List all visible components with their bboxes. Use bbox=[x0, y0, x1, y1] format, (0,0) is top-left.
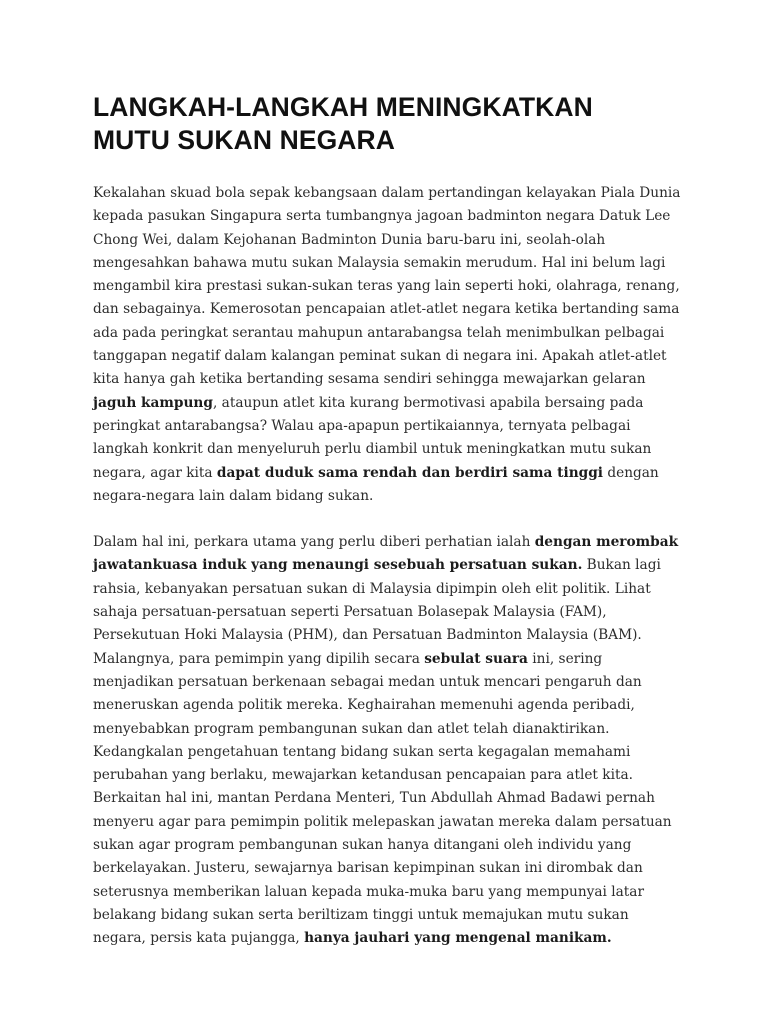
paragraph-2-text-b: Bukan lagi rahsia, kebanyakan persatuan sukan di Malaysia dipimpin oleh elit politik. Lihat sahaja persatuan-persatuan seperti Persatuan Bolasepak Malaysia (FAM), Persekutuan Hoki Malaysia (PHM), dan Persatuan Badminton Malaysia (BAM). Malangnya, para pemimpin yang dipilih secara bbox=[93, 557, 661, 667]
paragraph-1-text-c: dengan negara-negara lain dalam bidang sukan. bbox=[93, 464, 659, 504]
paragraph-1-bold-peribahasa: dapat duduk sama rendah dan berdiri sama tinggi bbox=[216, 464, 603, 481]
paragraph-2-text-c: ini, sering menjadikan persatuan berkenaan sebagai medan untuk mencari pengaruh dan meneruskan agenda politik mereka. Keghairahan memenuhi agenda peribadi, menyebabkan program pembangunan sukan dan atlet telah dianaktirikan. Kedangkalan pengetahuan tentang bidang sukan serta kegagalan memahami perubahan yang berlaku, mewajarkan ketandusan pencapaian para atlet kita. Berkaitan hal ini, mantan Perdana Menteri, Tun Abdullah Ahmad Badawi pernah menyeru agar para pemimpin politik melepaskan jawatan mereka dalam persatuan sukan agar program pembangunan sukan hanya ditangani oleh individu yang berkelayakan. Justeru, sewajarnya barisan kepimpinan sukan ini dirombak dan seterusnya memberikan laluan kepada muka-muka baru yang mempunyai latar belakang bidang sukan serta beriltizam tinggi untuk memajukan mutu sukan negara, persis kata pujangga, bbox=[93, 650, 672, 947]
document-content bbox=[93, 91, 683, 951]
paragraph-2-bold-peribahasa: hanya jauhari yang mengenal manikam. bbox=[304, 930, 612, 947]
paragraph-1-text-a: Kekalahan skuad bola sepak kebangsaan dalam pertandingan kelayakan Piala Dunia kepada pasukan Singapura serta tumbangnya jagoan badminton negara Datuk Lee Chong Wei, dalam Kejohanan Badminton Dunia baru-baru ini, seolah-olah mengesahkan bahawa mutu sukan Malaysia semakin merudum. Hal ini belum lagi mengambil kira prestasi sukan-sukan teras yang lain seperti hoki, olahraga, renang, dan sebagainya. Kemerosotan pencapaian atlet-atlet negara ketika bertanding sama ada pada peringkat serantau mahupun antarabangsa telah menimbulkan pelbagai tanggapan negatif dalam kalangan peminat sukan di negara ini. Apakah atlet-atlet kita hanya gah ketika bertanding sesama sendiri sehingga mewajarkan gelaran bbox=[93, 185, 681, 388]
title-line-2: MUTU SUKAN NEGARA bbox=[93, 125, 396, 155]
paragraph-2 bbox=[93, 531, 683, 950]
paragraph-1 bbox=[93, 182, 683, 508]
paragraph-2-bold-main-point: dengan merombak jawatankuasa induk yang menaungi sesebuah persatuan sukan. bbox=[93, 534, 679, 574]
title-line-1: LANGKAH-LANGKAH MENINGKATKAN bbox=[93, 92, 593, 122]
document-title bbox=[93, 91, 683, 157]
paragraph-1-text-b: , ataupun atlet kita kurang bermotivasi apabila bersaing pada peringkat antarabangsa? Walau apa-apapun pertikaiannya, ternyata pelbagai langkah konkrit dan menyeluruh perlu diambil untuk meningkatkan mutu sukan negara, agar kita bbox=[93, 394, 652, 481]
paragraph-2-text-a: Dalam hal ini, perkara utama yang perlu diberi perhatian ialah bbox=[93, 534, 535, 551]
paragraph-1-bold-jaguh-kampung: jaguh kampung bbox=[93, 394, 213, 411]
paragraph-2-bold-sebulat-suara: sebulat suara bbox=[424, 650, 528, 667]
